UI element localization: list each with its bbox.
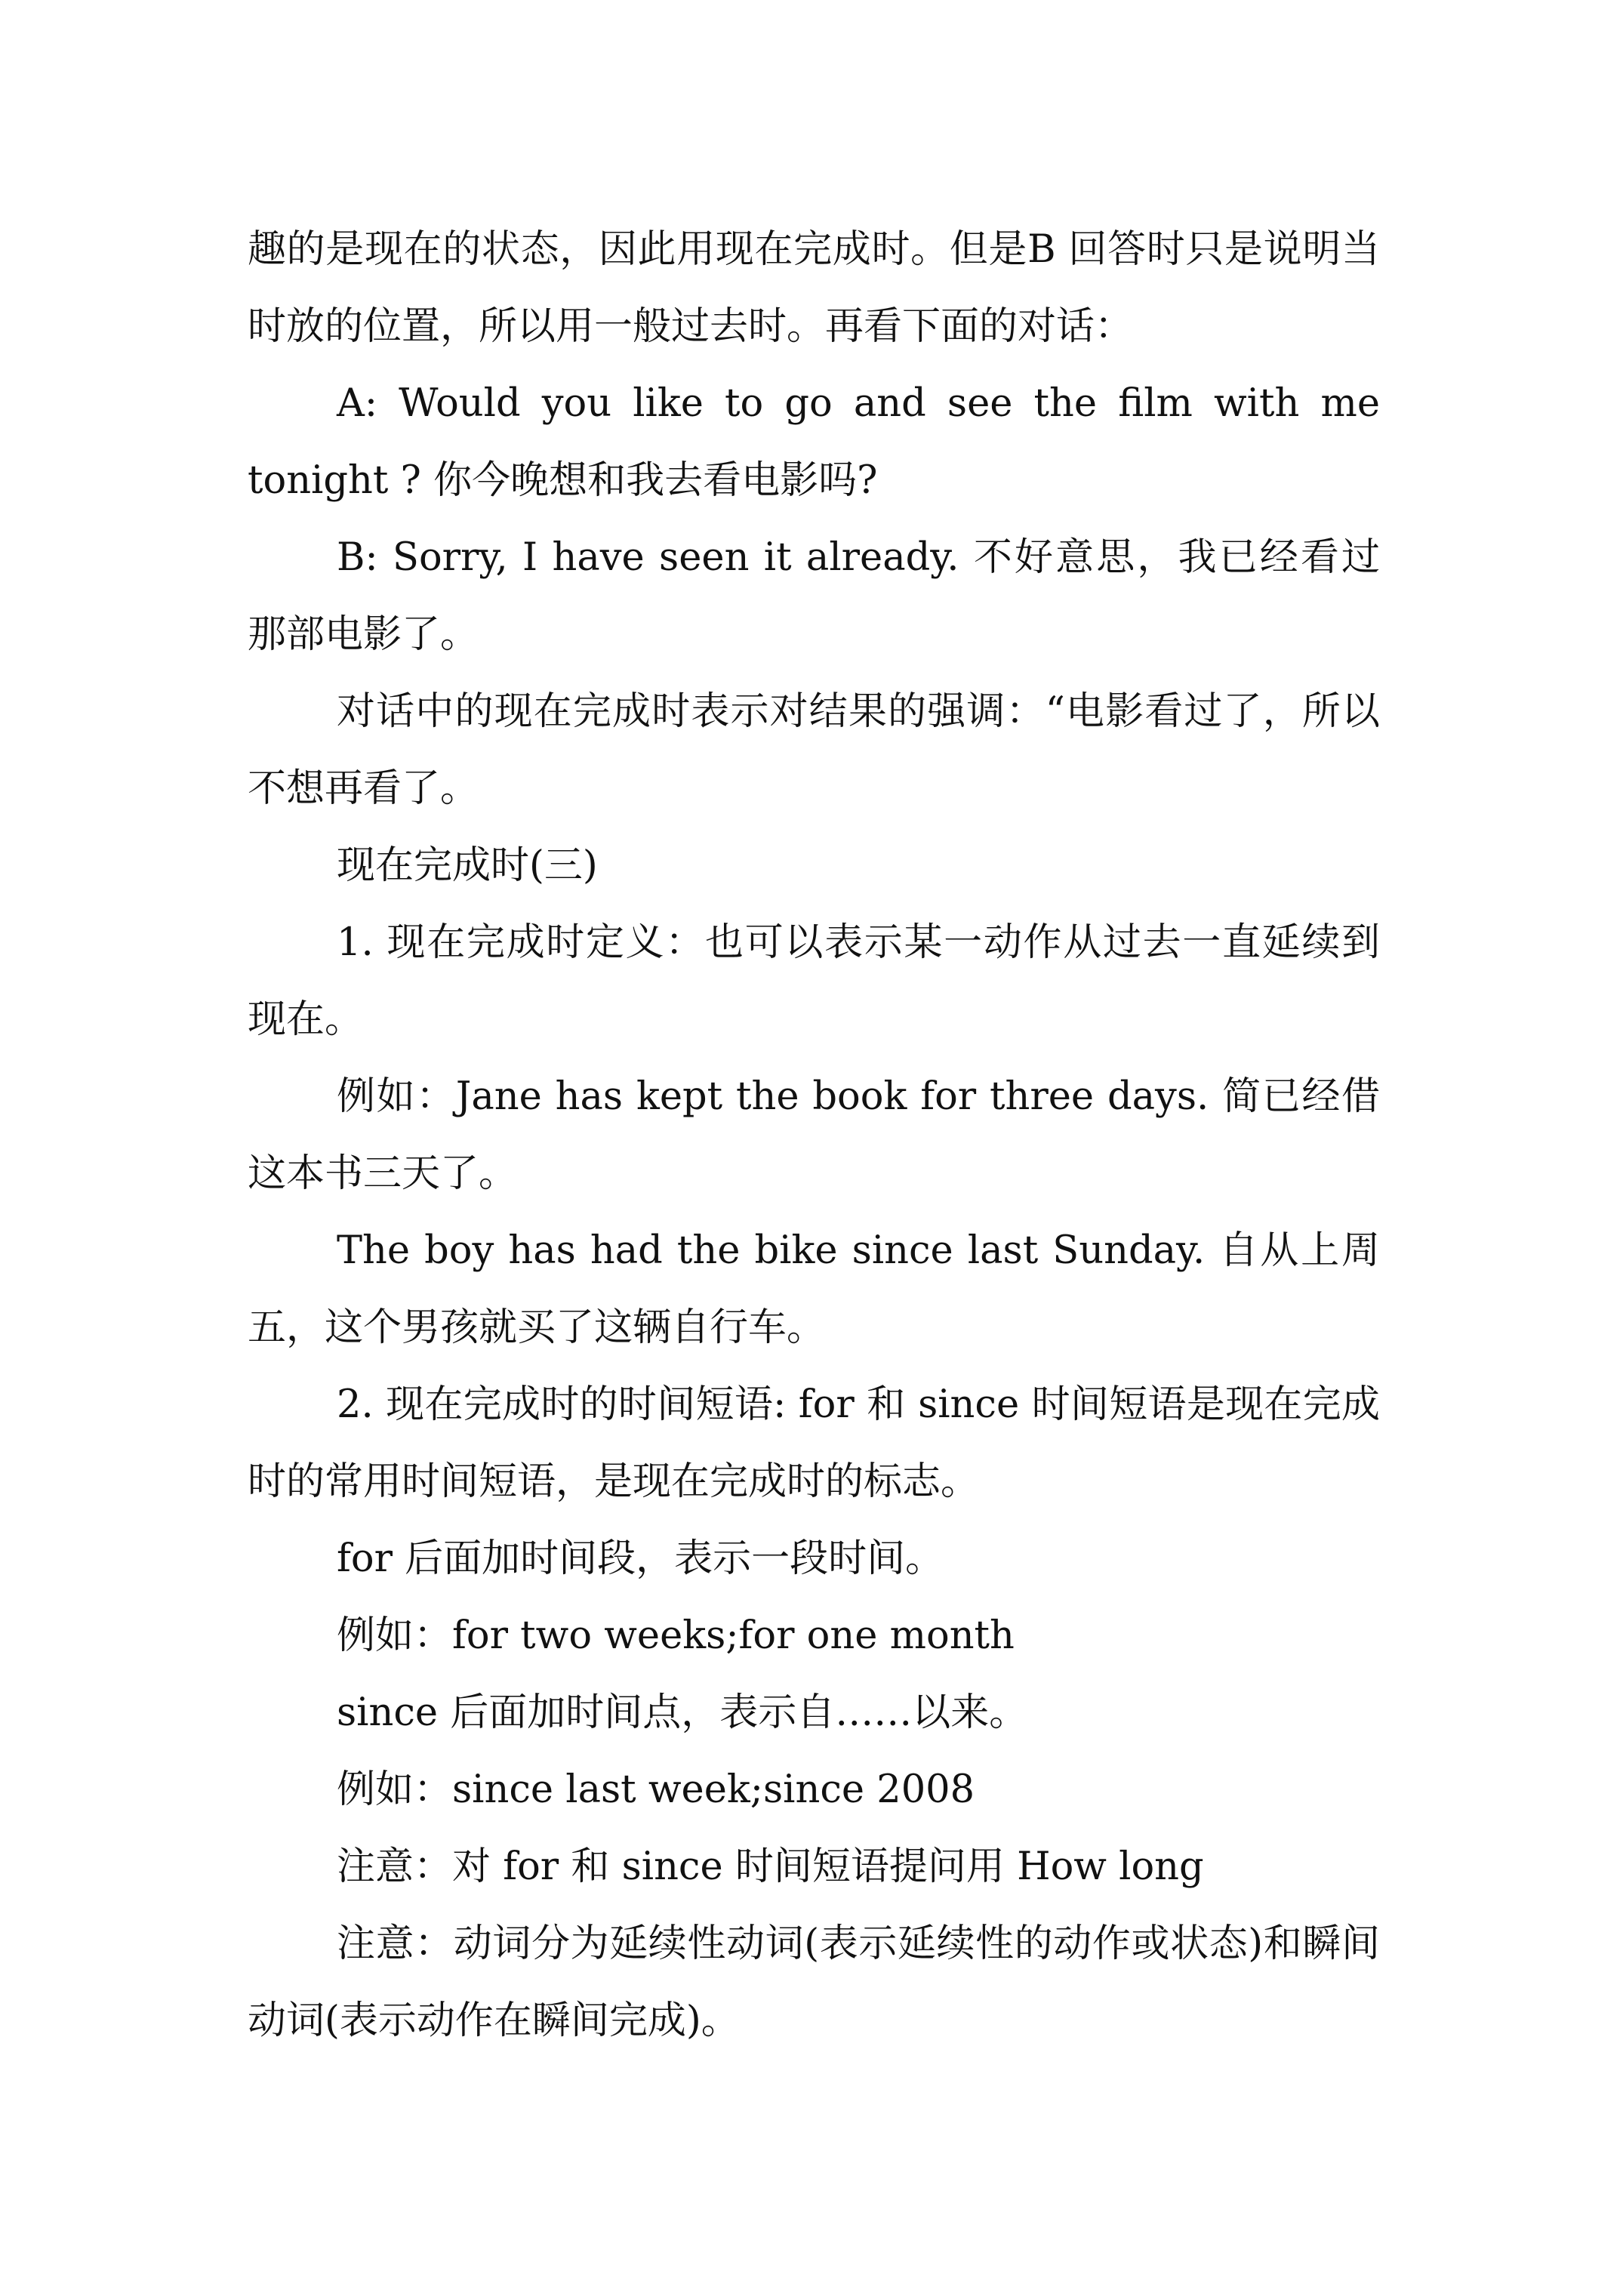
paragraph-definition: 1. 现在完成时定义：也可以表示某一动作从过去一直延续到现在。 [248, 920, 1380, 1042]
paragraph: 对话中的现在完成时表示对结果的强调：“电影看过了，所以不想再看了。 [248, 689, 1380, 811]
paragraph-note: 注意：动词分为延续性动词(表示延续性的动作或状态)和瞬间动词(表示动作在瞬间完成)。 [248, 1922, 1380, 2043]
paragraph-dialogue-b: B: Sorry, I have seen it already. 不好意思，我已经看过那部电影了。 [248, 535, 1380, 657]
paragraph: for 后面加时间段，表示一段时间。 [337, 1536, 944, 1581]
paragraph: since 后面加时间点，表示自……以来。 [337, 1690, 1028, 1735]
paragraph-example: The boy has had the bike since last Sunday. 自从上周五，这个男孩就买了这辆自行车。 [248, 1228, 1380, 1350]
paragraph-example: 例如：Jane has kept the book for three days. 简已经借这本书三天了。 [248, 1074, 1380, 1196]
document-body [248, 211, 1380, 2060]
paragraph: 趣的是现在的状态，因此用现在完成时。但是B 回答时只是说明当时放的位置，所以用一般过去时。再看下面的对话： [248, 227, 1380, 349]
paragraph-note: 注意：对 for 和 since 时间短语提问用 How long [337, 1845, 1204, 1889]
section-heading: 现在完成时(三) [337, 843, 598, 888]
paragraph-example: 例如：since last week;since 2008 [337, 1767, 975, 1812]
paragraph-time-phrases: 2. 现在完成时的时间短语: for 和 since 时间短语是现在完成时的常用时间短语，是现在完成时的标志。 [248, 1382, 1380, 1504]
paragraph-dialogue-a: A: Would you like to go and see the film with me tonight ? 你今晚想和我去看电影吗? [248, 381, 1380, 503]
paragraph-example: 例如：for two weeks;for one month [337, 1613, 1015, 1658]
